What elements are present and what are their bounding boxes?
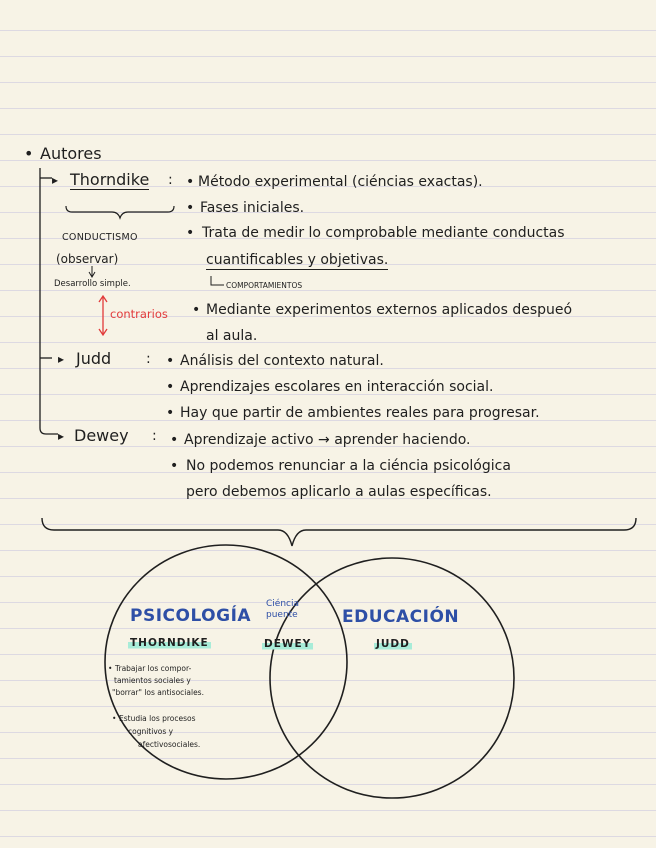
dewey-point-1: Aprendizaje activo → aprender haciendo. (184, 432, 471, 448)
bullet: • (170, 432, 179, 448)
bullet: • (108, 664, 113, 673)
colon: : (168, 172, 173, 188)
comportamientos-note: COMPORTAMIENTOS (226, 281, 303, 290)
bullet: • (166, 405, 175, 421)
judd-point-3: Hay que partir de ambientes reales para progresar. (180, 405, 540, 421)
bullet: • (186, 174, 195, 190)
colon: : (146, 351, 151, 367)
contrast-label: contrarios (110, 307, 168, 321)
side-note-observar: (observar) (56, 252, 119, 266)
venn-left-note-4: Estudia los procesos (119, 714, 196, 723)
thorndike-point-3: Trata de medir lo comprobable mediante conductas (202, 225, 565, 241)
bullet: • (24, 144, 34, 163)
venn-left-note-2: tamientos sociales y (114, 676, 191, 685)
venn-center-title-line2: puente (266, 610, 298, 620)
arrow-icon: ▸ (52, 173, 59, 187)
page-title: Autores (40, 144, 102, 163)
thorndike-point-2: Fases iniciales. (200, 200, 305, 216)
bullet: • (192, 302, 201, 318)
bullet: • (186, 200, 195, 216)
venn-center-name: DEWEY (264, 638, 312, 650)
bullet: • (166, 379, 175, 395)
thorndike-point-5-cont: al aula. (206, 328, 258, 344)
arrow-icon: ▸ (58, 429, 65, 443)
dewey-point-2-cont: pero debemos aplicarlo a aulas específicas. (186, 484, 492, 500)
colon: : (152, 428, 157, 444)
venn-left-title: PSICOLOGÍA (130, 606, 252, 626)
author-name-dewey: Dewey (74, 426, 129, 445)
side-sub-desarrollo: Desarrollo simple. (54, 279, 131, 289)
bullet: • (186, 225, 195, 241)
bullet: • (112, 714, 117, 723)
venn-center-title (266, 599, 299, 621)
venn-left-note-5: cognitivos y (128, 727, 174, 736)
venn-left-note-1: Trabajar los compor- (115, 664, 192, 673)
venn-right-title: EDUCACIÓN (342, 607, 460, 627)
venn-left-note-6: afectivosociales. (138, 740, 201, 749)
thorndike-point-5: Mediante experimentos externos aplicados despueó (206, 302, 573, 318)
venn-center-title-line1: Ciéncia (266, 599, 299, 609)
venn-left-name: THORNDIKE (130, 637, 209, 649)
thorndike-point-3-cont: cuantificables y objetivas. (206, 252, 389, 268)
judd-point-2: Aprendizajes escolares en interacción social. (180, 379, 494, 395)
author-name-judd: Judd (76, 349, 112, 368)
thorndike-point-1: Método experimental (ciéncias exactas). (198, 174, 483, 190)
author-name-thorndike: Thorndike (70, 170, 150, 189)
venn-left-note-3: "borrar" los antisociales. (112, 688, 204, 697)
bullet: • (170, 458, 179, 474)
side-label-conductismo: CONDUCTISMO (62, 232, 138, 243)
arrow-icon: ▸ (58, 352, 65, 366)
judd-point-1: Análisis del contexto natural. (180, 353, 384, 369)
dewey-point-2: No podemos renunciar a la ciéncia psicológica (186, 458, 511, 474)
bullet: • (166, 353, 175, 369)
venn-right-name: JUDD (376, 638, 410, 650)
